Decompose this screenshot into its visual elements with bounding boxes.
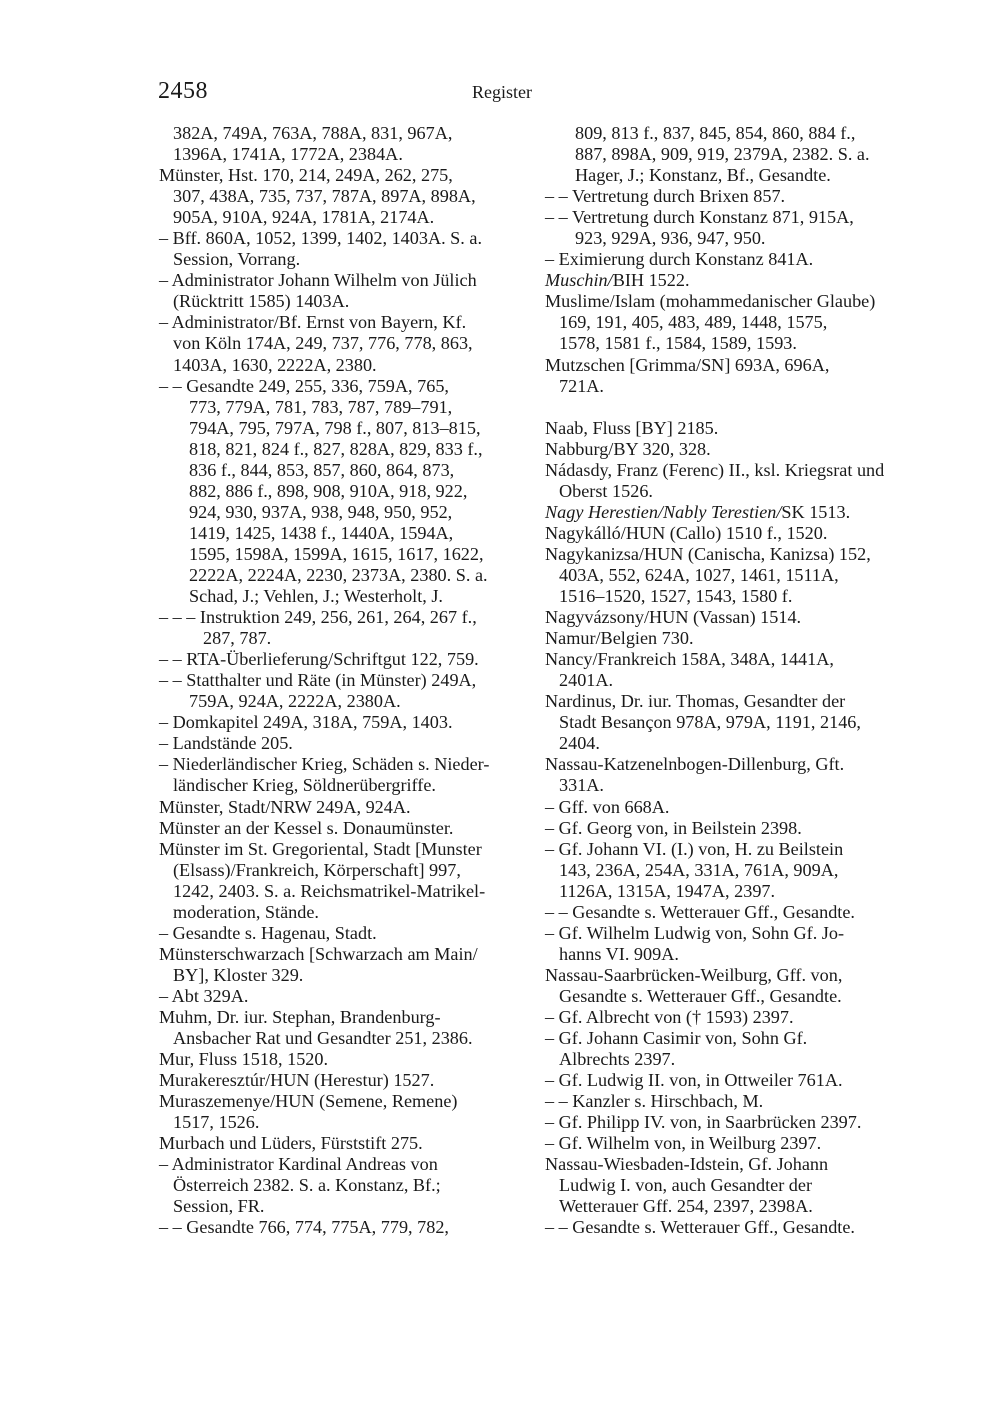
entry-text: 331A. — [559, 775, 604, 796]
entry-text: 773, 779A, 781, 783, 787, 789–791, — [189, 396, 453, 417]
entry-text: Ludwig I. von, auch Gesandter der — [559, 1175, 813, 1196]
entry-text: Hager, J.; Konstanz, Bf., Gesandte. — [575, 165, 831, 186]
index-entry — [545, 291, 917, 312]
index-entry-continuation — [159, 439, 531, 460]
index-entry-continuation — [159, 333, 531, 354]
index-entry — [159, 754, 531, 775]
index-entry-continuation — [545, 670, 917, 691]
index-entry — [159, 733, 531, 754]
index-entry — [159, 944, 531, 965]
index-entry-continuation — [159, 1028, 531, 1049]
index-entry-continuation — [159, 1112, 531, 1133]
entry-text: von Köln 174A, 249, 737, 776, 778, 863, — [173, 333, 473, 354]
index-entry-continuation — [159, 523, 531, 544]
entry-text: Muraszemenye/HUN (Semene, Remene) — [159, 1091, 458, 1112]
entry-text: 721A. — [559, 375, 604, 396]
entry-text: 382A, 749A, 763A, 788A, 831, 967A, — [173, 123, 453, 143]
entry-text: Murakeresztúr/HUN (Herestur) 1527. — [159, 1070, 435, 1091]
index-entry — [545, 249, 917, 270]
entry-text: – – Gesandte 766, 774, 775A, 779, 782, — [159, 1217, 449, 1238]
section-gap — [545, 397, 917, 418]
index-entry — [545, 270, 917, 291]
entry-text: Nagyvázsony/HUN (Vassan) 1514. — [545, 607, 802, 628]
index-entry-continuation — [545, 481, 917, 502]
index-entry — [545, 1070, 917, 1091]
index-entry-continuation — [159, 502, 531, 523]
index-entry-continuation — [159, 460, 531, 481]
entry-text: Münster, Hst. 170, 214, 249A, 262, 275, — [159, 165, 453, 186]
entry-text: Mur, Fluss 1518, 1520. — [159, 1049, 329, 1070]
index-entry — [159, 986, 531, 1007]
index-entry — [545, 839, 917, 860]
entry-text: 905A, 910A, 924A, 1781A, 2174A. — [173, 207, 435, 228]
index-entry — [159, 1070, 531, 1091]
entry-text: – Gf. Johann VI. (I.) von, H. zu Beilstein — [545, 838, 844, 859]
entry-text: – – Statthalter und Räte (in Münster) 249A, — [159, 670, 477, 691]
entry-text: – Gff. von 668A. — [545, 796, 670, 817]
index-entry — [159, 1217, 531, 1238]
entry-text: Nagykálló/HUN (Callo) 1510 f., 1520. — [545, 522, 828, 543]
entry-text: Münster, Stadt/NRW 249A, 924A. — [159, 796, 411, 817]
entry-text: – Gf. Johann Casimir von, Sohn Gf. — [545, 1028, 808, 1049]
index-entry — [159, 607, 531, 628]
entry-text: Nassau-Katzenelnbogen-Dillenburg, Gft. — [545, 754, 845, 775]
index-entry-continuation — [545, 565, 917, 586]
index-column-right — [545, 123, 917, 1238]
index-entry — [545, 418, 917, 439]
entry-text: – Gf. Wilhelm Ludwig von, Sohn Gf. Jo- — [545, 922, 845, 943]
index-entry-continuation — [545, 986, 917, 1007]
entry-text: – – RTA-Überlieferung/Schriftgut 122, 759. — [159, 649, 479, 670]
entry-text: 924, 930, 937A, 938, 948, 950, 952, — [189, 501, 453, 522]
index-entry — [545, 1007, 917, 1028]
entry-text: Österreich 2382. S. a. Konstanz, Bf.; — [173, 1175, 441, 1196]
entry-text: Münsterschwarzach [Schwarzach am Main/ — [159, 943, 478, 964]
entry-text: Münster an der Kessel s. Donaumünster. — [159, 817, 454, 838]
index-entry-continuation — [545, 944, 917, 965]
index-entry-continuation — [545, 1196, 917, 1217]
index-entry — [159, 649, 531, 670]
index-entry — [545, 1133, 917, 1154]
entry-text: 818, 821, 824 f., 827, 828A, 829, 833 f., — [189, 438, 483, 459]
entry-text: – Landstände 205. — [159, 733, 293, 754]
entry-text: – – Vertretung durch Konstanz 871, 915A, — [545, 207, 854, 228]
index-entry — [159, 228, 531, 249]
index-entry-continuation — [159, 186, 531, 207]
index-entry-continuation — [159, 860, 531, 881]
entry-text: – Administrator Johann Wilhelm von Jülich — [159, 270, 477, 291]
entry-text: 836 f., 844, 853, 857, 860, 864, 873, — [189, 459, 455, 480]
index-entry-continuation — [159, 775, 531, 796]
entry-text: 1126A, 1315A, 1947A, 2397. — [559, 880, 776, 901]
entry-text: 287, 787. — [203, 628, 272, 649]
italic-place-name: Nagy Herestien/Nably Terestien/ — [545, 501, 782, 522]
entry-text: Mutzschen [Grimma/SN] 693A, 696A, — [545, 354, 830, 375]
entry-text: 794A, 795, 797A, 798 f., 807, 813–815, — [189, 417, 481, 438]
index-entry-continuation — [545, 775, 917, 796]
entry-text: moderation, Stände. — [173, 901, 319, 922]
entry-text: 1403A, 1630, 2222A, 2380. — [173, 354, 377, 375]
index-entry-continuation — [545, 860, 917, 881]
index-entry-continuation — [545, 144, 917, 165]
index-entry-continuation — [545, 165, 917, 186]
entry-text: Ansbacher Rat und Gesandter 251, 2386. — [173, 1028, 473, 1049]
entry-text: (Rücktritt 1585) 1403A. — [173, 291, 350, 312]
entry-text: Naab, Fluss [BY] 2185. — [545, 417, 719, 438]
entry-text: hanns VI. 909A. — [559, 943, 679, 964]
entry-text: – Domkapitel 249A, 318A, 759A, 1403. — [159, 712, 453, 733]
entry-text: Schad, J.; Vehlen, J.; Westerholt, J. — [189, 586, 443, 607]
index-column-left — [159, 123, 531, 1238]
index-entry — [159, 312, 531, 333]
entry-text: – Gf. Wilhelm von, in Weilburg 2397. — [545, 1133, 822, 1154]
entry-text: Münster im St. Gregoriental, Stadt [Munster — [159, 838, 482, 859]
entry-text: 759A, 924A, 2222A, 2380A. — [189, 691, 401, 712]
entry-text: – Abt 329A. — [159, 985, 249, 1006]
index-entry-continuation — [159, 291, 531, 312]
index-entry — [545, 355, 917, 376]
entry-text: Nádasdy, Franz (Ferenc) II., ksl. Kriegsrat und — [545, 459, 885, 480]
index-entry — [545, 965, 917, 986]
index-entry — [159, 1133, 531, 1154]
index-entry — [545, 1217, 917, 1238]
entry-text: – Bff. 860A, 1052, 1399, 1402, 1403A. S. a. — [159, 228, 482, 249]
entry-text: Wetterauer Gff. 254, 2397, 2398A. — [559, 1196, 813, 1217]
entry-text: Session, FR. — [173, 1196, 265, 1217]
index-entry-continuation — [545, 881, 917, 902]
index-entry — [545, 818, 917, 839]
entry-text: 1419, 1425, 1438 f., 1440A, 1594A, — [189, 522, 454, 543]
italic-place-name: Muschin/ — [545, 270, 613, 291]
entry-text: 2401A. — [559, 670, 614, 691]
index-entry — [545, 544, 917, 565]
index-entry-continuation — [159, 418, 531, 439]
index-entry — [545, 523, 917, 544]
entry-text: 809, 813 f., 837, 845, 854, 860, 884 f., — [575, 123, 856, 143]
entry-text: – – Vertretung durch Brixen 857. — [545, 186, 786, 207]
entry-text: Namur/Belgien 730. — [545, 628, 694, 649]
entry-text: 1578, 1581 f., 1584, 1589, 1593. — [559, 333, 797, 354]
entry-text: 1595, 1598A, 1599A, 1615, 1617, 1622, — [189, 543, 484, 564]
entry-text: Muhm, Dr. iur. Stephan, Brandenburg- — [159, 1006, 441, 1027]
index-entry-continuation — [159, 965, 531, 986]
index-entry-continuation — [159, 691, 531, 712]
entry-text: Stadt Besançon 978A, 979A, 1191, 2146, — [559, 712, 861, 733]
entry-text: Albrechts 2397. — [559, 1049, 676, 1070]
page-header — [0, 78, 1004, 106]
index-entry — [545, 502, 917, 523]
index-entry — [545, 186, 917, 207]
index-entry — [159, 165, 531, 186]
entry-text: – Gesandte s. Hagenau, Stadt. — [159, 922, 377, 943]
entry-text: – Gf. Albrecht von († 1593) 2397. — [545, 1006, 794, 1027]
index-entry — [545, 691, 917, 712]
index-entry — [545, 649, 917, 670]
entry-text: SK 1513. — [781, 501, 851, 522]
index-entry-continuation — [545, 376, 917, 397]
index-entry-continuation — [159, 481, 531, 502]
entry-text: 887, 898A, 909, 919, 2379A, 2382. S. a. — [575, 144, 870, 165]
index-entry-continuation — [545, 1175, 917, 1196]
entry-text: 882, 886 f., 898, 908, 910A, 918, 922, — [189, 480, 468, 501]
index-entry-continuation — [545, 712, 917, 733]
index-entry — [159, 797, 531, 818]
entry-text: – Gf. Ludwig II. von, in Ottweiler 761A. — [545, 1070, 843, 1091]
index-entry-continuation — [159, 586, 531, 607]
index-entry-continuation — [159, 249, 531, 270]
index-entry-continuation — [159, 544, 531, 565]
entry-text: Nabburg/BY 320, 328. — [545, 438, 711, 459]
index-entry — [545, 460, 917, 481]
index-entry-continuation — [159, 1175, 531, 1196]
index-entry — [159, 1049, 531, 1070]
index-entry — [545, 1028, 917, 1049]
entry-text: Nassau-Wiesbaden-Idstein, Gf. Johann — [545, 1154, 829, 1175]
entry-text: – Administrator/Bf. Ernst von Bayern, Kf. — [159, 312, 467, 333]
index-entry-continuation — [545, 1049, 917, 1070]
entry-text: 2222A, 2224A, 2230, 2373A, 2380. S. a. — [189, 564, 488, 585]
entry-text: BY], Kloster 329. — [173, 964, 304, 985]
index-entry — [545, 628, 917, 649]
index-entry-continuation — [545, 733, 917, 754]
index-entry-continuation — [159, 902, 531, 923]
entry-text: Nagykanizsa/HUN (Canischa, Kanizsa) 152, — [545, 543, 871, 564]
index-entry-continuation — [159, 397, 531, 418]
index-entry — [159, 670, 531, 691]
index-entry — [159, 270, 531, 291]
entry-text: 2404. — [559, 733, 600, 754]
index-entry — [545, 754, 917, 775]
entry-text: 923, 929A, 936, 947, 950. — [575, 228, 766, 249]
index-entry-continuation — [159, 355, 531, 376]
entry-text: – Niederländischer Krieg, Schäden s. Nieder- — [159, 754, 490, 775]
entry-text: Muslime/Islam (mohammedanischer Glaube) — [545, 291, 876, 312]
index-entry-continuation — [159, 628, 531, 649]
index-entry-continuation — [159, 144, 531, 165]
entry-text: 1516–1520, 1527, 1543, 1580 f. — [559, 586, 793, 607]
index-entry-continuation — [159, 565, 531, 586]
entry-text: – Gf. Georg von, in Beilstein 2398. — [545, 817, 802, 838]
index-entry — [545, 1154, 917, 1175]
page-number: 2458 — [158, 78, 208, 104]
entry-text: (Elsass)/Frankreich, Körperschaft] 997, — [173, 859, 461, 880]
entry-text: Nassau-Saarbrücken-Weilburg, Gff. von, — [545, 964, 843, 985]
entry-text: BIH 1522. — [612, 270, 690, 291]
running-head: Register — [472, 82, 532, 102]
entry-text: Gesandte s. Wetterauer Gff., Gesandte. — [559, 985, 842, 1006]
index-entry-continuation — [159, 123, 531, 144]
index-entry — [159, 923, 531, 944]
entry-text: – – Kanzler s. Hirschbach, M. — [545, 1091, 764, 1112]
index-entry — [159, 712, 531, 733]
index-entry-continuation — [545, 586, 917, 607]
index-entry-continuation — [545, 123, 917, 144]
index-entry-continuation — [159, 1196, 531, 1217]
entry-text: – – – Instruktion 249, 256, 261, 264, 267 f., — [159, 607, 477, 628]
entry-text: Oberst 1526. — [559, 480, 653, 501]
index-entry — [545, 1091, 917, 1112]
index-entry-continuation — [545, 312, 917, 333]
entry-text: 403A, 552, 624A, 1027, 1461, 1511A, — [559, 564, 839, 585]
index-entry — [545, 923, 917, 944]
entry-text: – Gf. Philipp IV. von, in Saarbrücken 2397. — [545, 1112, 862, 1133]
index-entry — [159, 1091, 531, 1112]
entry-text: – Administrator Kardinal Andreas von — [159, 1154, 438, 1175]
entry-text: Nancy/Frankreich 158A, 348A, 1441A, — [545, 649, 834, 670]
index-entry — [545, 1112, 917, 1133]
entry-text: – Eximierung durch Konstanz 841A. — [545, 249, 814, 270]
entry-text: 1242, 2403. S. a. Reichsmatrikel-Matrikel- — [173, 880, 486, 901]
entry-text: – – Gesandte 249, 255, 336, 759A, 765, — [159, 375, 449, 396]
index-entry — [545, 797, 917, 818]
entry-text: ländischer Krieg, Söldnerübergriffe. — [173, 775, 436, 796]
entry-text: – – Gesandte s. Wetterauer Gff., Gesandte. — [545, 901, 855, 922]
index-entry — [545, 207, 917, 228]
entry-text: Session, Vorrang. — [173, 249, 301, 270]
index-entry — [159, 376, 531, 397]
entry-text: 169, 191, 405, 483, 489, 1448, 1575, — [559, 312, 828, 333]
entry-text: Murbach und Lüders, Fürststift 275. — [159, 1133, 423, 1154]
entry-text: 1517, 1526. — [173, 1112, 260, 1133]
index-entry — [159, 1007, 531, 1028]
index-entry — [545, 607, 917, 628]
index-entry-continuation — [159, 207, 531, 228]
index-entry — [545, 439, 917, 460]
entry-text: – – Gesandte s. Wetterauer Gff., Gesandte. — [545, 1217, 855, 1238]
index-entry-continuation — [545, 228, 917, 249]
entry-text: Nardinus, Dr. iur. Thomas, Gesandter der — [545, 691, 846, 712]
index-entry — [159, 818, 531, 839]
index-entry — [159, 839, 531, 860]
entry-text: 1396A, 1741A, 1772A, 2384A. — [173, 144, 403, 165]
index-entry-continuation — [545, 333, 917, 354]
entry-text: 307, 438A, 735, 737, 787A, 897A, 898A, — [173, 186, 476, 207]
index-entry — [545, 902, 917, 923]
index-entry — [159, 1154, 531, 1175]
entry-text: 143, 236A, 254A, 331A, 761A, 909A, — [559, 859, 839, 880]
index-entry-continuation — [159, 881, 531, 902]
